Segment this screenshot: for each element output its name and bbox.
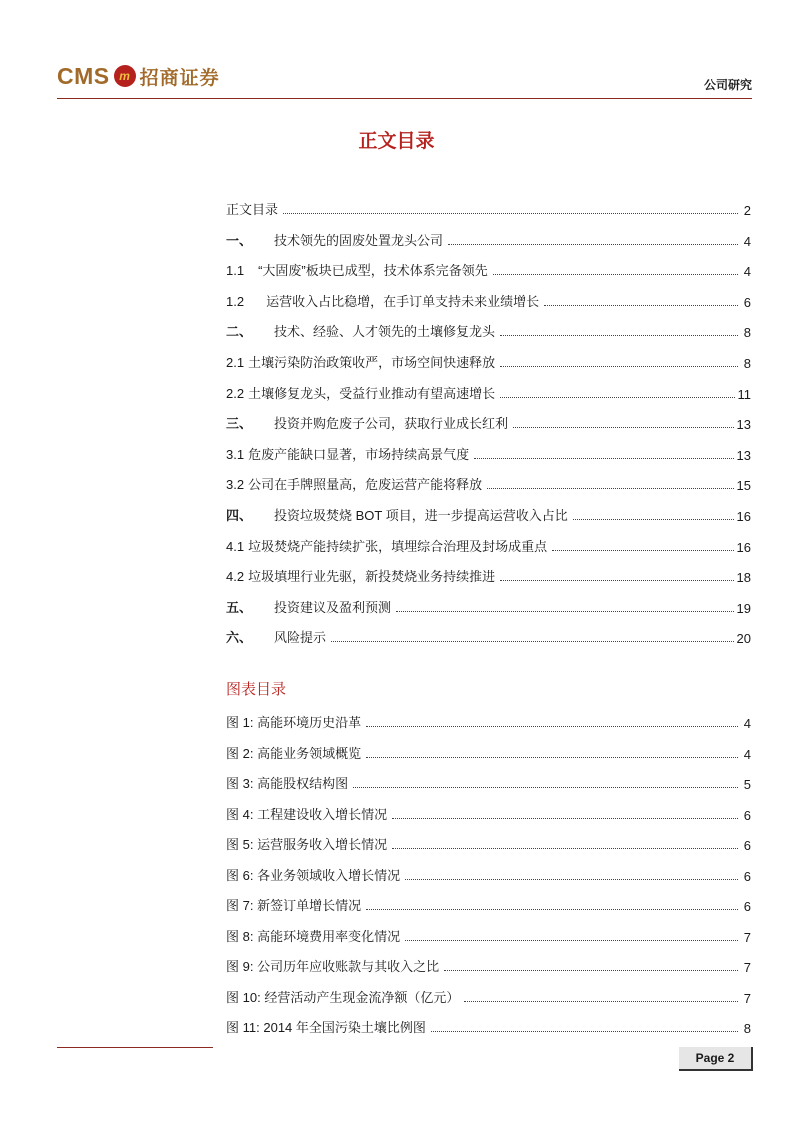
toc-entry-text: 投资垃圾焚烧 BOT 项目，进一步提高运营收入占比 xyxy=(274,508,568,523)
figure-entry[interactable] xyxy=(226,803,751,823)
figure-label: 图 5: xyxy=(226,837,254,852)
figure-label: 图 6: xyxy=(226,867,254,883)
toc-entry-number: 二、 xyxy=(226,324,253,340)
figure-label: 图 10: xyxy=(226,989,261,1005)
toc-entry-page: 20 xyxy=(736,631,751,647)
section-label: 公司研究 xyxy=(703,78,752,92)
dot-leader xyxy=(573,519,734,520)
toc-entry-text: 技术领先的固废处置龙头公司 xyxy=(274,232,444,248)
figure-text: 高能业务领域概览 xyxy=(257,745,362,761)
figure-page: 6 xyxy=(743,838,751,853)
dot-leader xyxy=(444,970,738,971)
figure-page: 6 xyxy=(743,868,751,884)
toc-entry-number: 2.2 xyxy=(226,385,245,401)
toc-entry-text: 投资建议及盈利预测 xyxy=(274,599,392,615)
toc-entry[interactable] xyxy=(226,320,751,340)
toc-entry-page: 18 xyxy=(736,570,751,586)
figures-heading: 图表目录 xyxy=(226,681,287,698)
toc-entry-text: 运营收入占比稳增，在手订单支持未来业绩增长 xyxy=(266,293,540,309)
toc-entry[interactable] xyxy=(226,229,751,249)
figure-text: 工程建设收入增长情况 xyxy=(257,806,388,822)
dot-leader xyxy=(405,940,738,941)
dot-leader xyxy=(392,848,738,849)
toc-entry-page: 13 xyxy=(736,447,751,463)
figure-entry[interactable] xyxy=(226,955,751,975)
toc-entry-page: 16 xyxy=(736,539,751,555)
page-header xyxy=(57,60,752,102)
figure-page: 4 xyxy=(743,716,751,731)
logo-emblem-icon: m xyxy=(114,65,136,87)
toc-entry-page: 8 xyxy=(743,325,751,341)
toc-entry-number: 三、 xyxy=(226,416,253,432)
logo-chinese: 招商证券 xyxy=(139,66,220,89)
figure-label: 图 3: xyxy=(226,776,254,791)
figure-text: 运营服务收入增长情况 xyxy=(257,837,388,852)
toc-entry-text: 土壤修复龙头，受益行业推动有望高速增长 xyxy=(248,385,496,401)
dot-leader xyxy=(431,1031,738,1032)
toc-entry[interactable] xyxy=(226,290,751,310)
figure-page: 4 xyxy=(743,746,751,762)
figure-page: 7 xyxy=(743,960,751,975)
figure-page: 7 xyxy=(743,990,751,1006)
toc-entry-number: 4.2 xyxy=(226,569,245,585)
dot-leader xyxy=(405,879,738,880)
dot-leader xyxy=(283,213,738,214)
dot-leader xyxy=(464,1001,738,1002)
toc-entry-page: 6 xyxy=(743,294,751,310)
dot-leader xyxy=(487,488,733,489)
toc-entry-number: 3.2 xyxy=(226,477,245,493)
figure-label: 图 9: xyxy=(226,959,254,974)
toc-entry-page: 2 xyxy=(743,203,751,218)
toc-entry-number: 2.1 xyxy=(226,355,245,370)
toc-entry[interactable] xyxy=(226,504,751,524)
figure-entry[interactable] xyxy=(226,833,751,853)
header-divider xyxy=(57,98,752,99)
figure-label: 图 11: xyxy=(226,1020,260,1035)
toc-entry[interactable] xyxy=(226,412,751,432)
figure-entry[interactable] xyxy=(226,711,751,731)
figure-entry[interactable] xyxy=(226,772,751,792)
figure-text: 高能股权结构图 xyxy=(257,776,349,791)
dot-leader xyxy=(396,611,734,612)
toc-entry-number: 3.1 xyxy=(226,446,245,462)
figure-text: 各业务领域收入增长情况 xyxy=(257,867,401,883)
dot-leader xyxy=(500,580,733,581)
figure-label: 图 8: xyxy=(226,928,254,944)
dot-leader xyxy=(366,757,738,758)
dot-leader xyxy=(353,787,738,788)
dot-leader xyxy=(544,305,738,306)
toc-entry-page: 19 xyxy=(736,600,751,616)
dot-leader xyxy=(500,366,738,367)
dot-leader xyxy=(448,244,738,245)
toc-entry-page: 13 xyxy=(736,417,751,433)
toc-entry-number: 四、 xyxy=(226,508,253,523)
figure-page: 7 xyxy=(743,929,751,945)
dot-leader xyxy=(366,909,738,910)
cms-logo xyxy=(57,60,220,92)
figure-entry[interactable] xyxy=(226,864,751,884)
toc-entry-number: 1.1 xyxy=(226,263,245,279)
dot-leader xyxy=(331,641,734,642)
toc-entry[interactable] xyxy=(226,473,751,493)
toc-entry[interactable] xyxy=(226,198,751,218)
dot-leader xyxy=(474,458,733,459)
toc-entry-page: 8 xyxy=(743,356,751,371)
dot-leader xyxy=(493,274,738,275)
toc-entry-page: 11 xyxy=(737,386,751,402)
toc-entry[interactable] xyxy=(226,259,751,279)
figure-text: 新签订单增长情况 xyxy=(257,898,362,913)
toc-entry[interactable] xyxy=(226,382,751,402)
toc-entry-text: “大固废”板块已成型，技术体系完备领先 xyxy=(258,263,488,279)
figure-page: 8 xyxy=(743,1021,751,1036)
toc-entry[interactable] xyxy=(226,596,751,616)
figure-page: 6 xyxy=(743,899,751,914)
toc-entry[interactable] xyxy=(226,351,751,371)
figure-text: 公司历年应收账款与其收入之比 xyxy=(257,959,440,974)
toc-entry-text: 公司在手牌照量高，危废运营产能将释放 xyxy=(248,477,483,493)
toc-entry-number: 六、 xyxy=(226,630,253,646)
dot-leader xyxy=(500,397,734,398)
toc-entry[interactable] xyxy=(226,535,751,555)
figure-label: 图 2: xyxy=(226,745,254,761)
figure-entry[interactable] xyxy=(226,742,751,762)
toc-entry[interactable] xyxy=(226,443,751,463)
toc-entry-text: 垃圾填埋行业先驱，新投焚烧业务持续推进 xyxy=(248,569,496,585)
figure-label: 图 7: xyxy=(226,898,254,913)
footer-divider xyxy=(57,1047,213,1048)
toc-entry-page: 4 xyxy=(743,264,751,280)
toc-entry-text: 投资并购危废子公司，获取行业成长红利 xyxy=(274,416,509,432)
toc-entry-page: 4 xyxy=(743,233,751,249)
toc-entry-number: 一、 xyxy=(226,232,253,248)
toc-entry-page: 16 xyxy=(736,509,751,524)
toc-entry-number: 4.1 xyxy=(226,538,245,554)
figure-page: 5 xyxy=(743,777,751,792)
toc-entry[interactable] xyxy=(226,626,751,646)
dot-leader xyxy=(500,335,738,336)
toc-entry-number: 五、 xyxy=(226,599,253,615)
toc-entry-text: 垃圾焚烧产能持续扩张，填埋综合治理及封场成重点 xyxy=(248,538,548,554)
figure-text: 经营活动产生现金流净额（亿元） xyxy=(264,989,460,1005)
figure-entry[interactable] xyxy=(226,986,751,1006)
dot-leader xyxy=(366,726,738,727)
toc-entry-page: 15 xyxy=(736,478,751,494)
logo-latin: CMS xyxy=(57,62,110,89)
page-number-badge: Page 2 xyxy=(679,1047,753,1071)
toc-entry-text: 危废产能缺口显著，市场持续高景气度 xyxy=(248,446,470,462)
toc-entry-text: 正文目录 xyxy=(226,202,279,217)
toc-entry-text: 土壤污染防治政策收严，市场空间快速释放 xyxy=(248,355,496,370)
dot-leader xyxy=(513,427,734,428)
dot-leader xyxy=(392,818,738,819)
figure-label: 图 4: xyxy=(226,806,254,822)
figure-text: 高能环境费用率变化情况 xyxy=(257,928,401,944)
toc-entry-text: 风险提示 xyxy=(274,630,327,646)
dot-leader xyxy=(552,550,733,551)
figure-label: 图 1: xyxy=(226,715,254,730)
figure-entry[interactable] xyxy=(226,894,751,914)
figure-entry[interactable] xyxy=(226,925,751,945)
toc-entry[interactable] xyxy=(226,565,751,585)
figure-entry[interactable] xyxy=(226,1016,751,1036)
figure-page: 6 xyxy=(743,807,751,823)
toc-entry-number: 1.2 xyxy=(226,293,245,309)
figure-text: 2014 年全国污染土壤比例图 xyxy=(263,1020,426,1035)
page-title: 正文目录 xyxy=(358,131,435,152)
figure-text: 高能环境历史沿革 xyxy=(257,715,362,730)
toc-entry-text: 技术、经验、人才领先的土壤修复龙头 xyxy=(274,324,496,340)
